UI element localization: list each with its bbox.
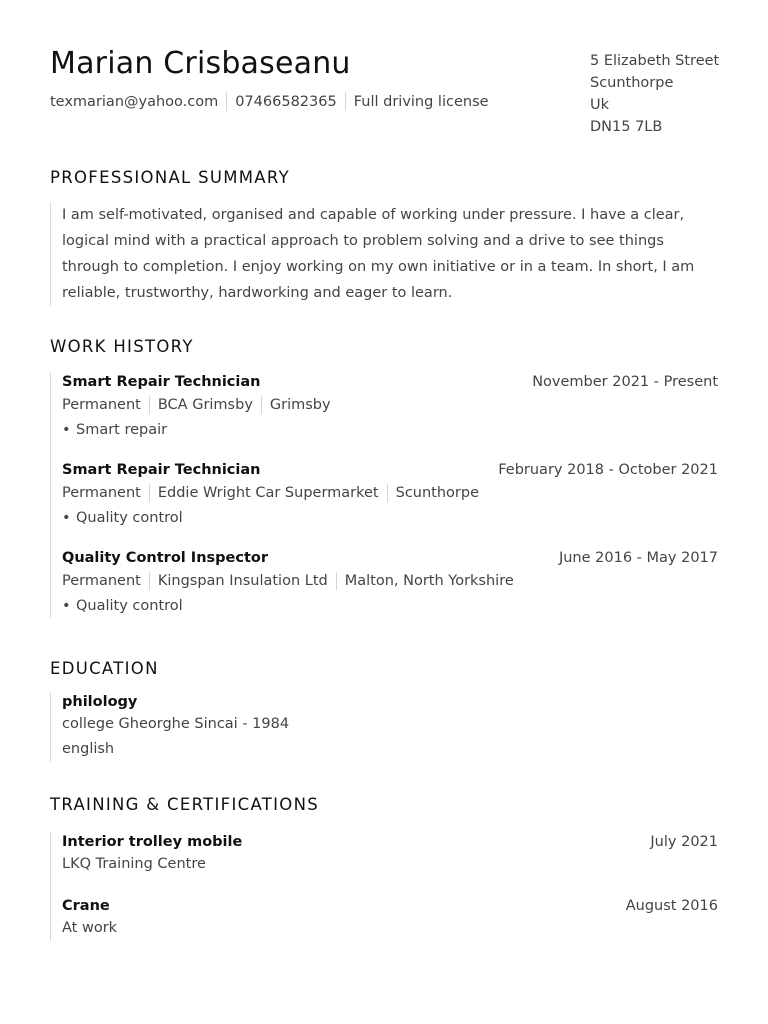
address-city: Scunthorpe [590, 75, 674, 91]
certification-date: August 2016 [625, 898, 718, 914]
job-company: Kingspan Insulation Ltd [157, 573, 328, 589]
job-entry [62, 460, 718, 530]
education-entry [62, 692, 718, 762]
summary-heading: PROFESSIONAL SUMMARY [50, 168, 290, 187]
certification-date: July 2021 [650, 834, 718, 850]
job-meta [62, 480, 718, 506]
certification-name: Crane [62, 898, 110, 914]
job-duty [62, 418, 718, 442]
license-text: Full driving license [353, 93, 489, 110]
job-dates: February 2018 - October 2021 [498, 462, 718, 478]
summary-block [50, 202, 718, 306]
job-type: Permanent [62, 397, 141, 413]
contact-divider [226, 92, 227, 111]
job-type: Permanent [62, 573, 141, 589]
job-duty [62, 594, 718, 618]
certification-entry [62, 832, 718, 877]
meta-divider [387, 484, 388, 502]
address-street: 5 Elizabeth Street [590, 53, 720, 69]
job-duty-text: Quality control [76, 598, 183, 614]
job-title: Quality Control Inspector [62, 550, 268, 566]
contact-line [50, 92, 489, 111]
training-heading: TRAINING & CERTIFICATIONS [50, 795, 320, 814]
job-duty-text: Smart repair [76, 422, 168, 438]
certification-entry [62, 896, 718, 941]
address-postcode: DN15 7LB [590, 119, 663, 135]
work-history-block [50, 372, 718, 618]
bullet-icon: • [62, 422, 71, 438]
bullet-icon: • [62, 598, 71, 614]
job-company: Eddie Wright Car Supermarket [157, 485, 379, 501]
job-title: Smart Repair Technician [62, 462, 261, 478]
meta-divider [149, 396, 150, 414]
phone-text: 07466582365 [235, 93, 337, 110]
meta-divider [261, 396, 262, 414]
meta-divider [149, 484, 150, 502]
job-title: Smart Repair Technician [62, 374, 261, 390]
certification-provider: At work [62, 920, 118, 936]
job-location: Grimsby [269, 397, 331, 413]
bullet-icon: • [62, 510, 71, 526]
contact-divider [345, 92, 346, 111]
training-block [50, 832, 718, 941]
summary-text: I am self-motivated, organised and capable of working under pressure. I have a clear, logical mind with a practical approach to problem solving and a drive to see things through to completion. I enjoy working on my own initiative or in a team. In short, I am reliable, trustworthy, hardworking and eager to learn. [62, 207, 695, 301]
education-language: english [62, 741, 115, 757]
job-meta [62, 568, 718, 594]
job-location: Scunthorpe [395, 485, 480, 501]
education-block [50, 692, 718, 762]
job-entry [62, 372, 718, 442]
address-block [590, 50, 719, 138]
job-meta [62, 392, 718, 418]
job-company: BCA Grimsby [157, 397, 253, 413]
job-duty [62, 506, 718, 530]
job-duty-text: Quality control [76, 510, 183, 526]
meta-divider [336, 572, 337, 590]
job-location: Malton, North Yorkshire [344, 573, 514, 589]
education-degree: philology [62, 694, 138, 710]
certification-name: Interior trolley mobile [62, 834, 243, 850]
job-dates: November 2021 - Present [532, 374, 718, 390]
job-type: Permanent [62, 485, 141, 501]
education-school: college Gheorghe Sincai - 1984 [62, 716, 290, 732]
work-history-heading: WORK HISTORY [50, 337, 194, 356]
job-entry [62, 548, 718, 618]
address-country: Uk [590, 97, 610, 113]
email-text: texmarian@yahoo.com [50, 93, 219, 110]
education-heading: EDUCATION [50, 659, 159, 678]
meta-divider [149, 572, 150, 590]
candidate-name: Marian Crisbaseanu [50, 46, 351, 81]
job-dates: June 2016 - May 2017 [558, 550, 718, 566]
certification-provider: LKQ Training Centre [62, 856, 206, 872]
